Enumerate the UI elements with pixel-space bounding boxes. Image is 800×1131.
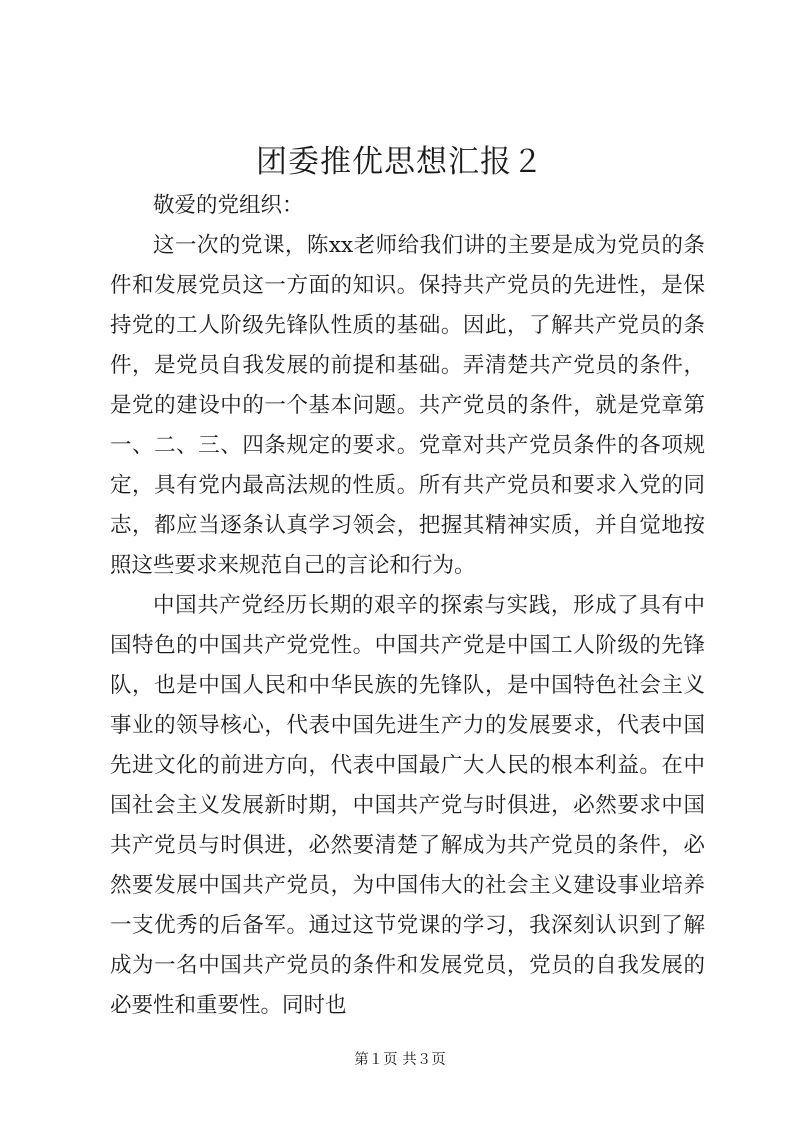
document-title: 团委推优思想汇报２	[256, 144, 544, 180]
document-body	[110, 186, 705, 1026]
paragraph: 中国共产党经历长期的艰辛的探索与实践，形成了具有中国特色的中国共产党党性。中国共产党是中国工人阶级的先锋队，也是中国人民和中华民族的先锋队，是中国特色社会主义事业的领导核心，代表中国先进生产力的发展要求，代表中国先进文化的前进方向，代表中国最广大人民的根本利益。在中国社会主义发展新时期，中国共产党与时俱进，必然要求中国共产党员与时俱进，必然要清楚了解成为共产党员的条件，必然要发展中国共产党员，为中国伟大的社会主义建设事业培养一支优秀的后备军。通过这节党课的学习，我深刻认识到了解成为一名中国共产党员的条件和发展党员，党员的自我发展的必要性和重要性。同时也	[110, 593, 705, 1018]
page-number-footer: 第１页 共３页	[354, 1052, 446, 1068]
salutation: 敬爱的党组织：	[153, 193, 304, 218]
paragraph: 这一次的党课，陈xx老师给我们讲的主要是成为党员的条件和发展党员这一方面的知识。保持共产党员的先进性，是保持党的工人阶级先锋队性质的基础。因此，了解共产党员的条件，是党员自我发展的前提和基础。弄清楚共产党员的条件，是党的建设中的一个基本问题。共产党员的条件，就是党章第一、二、三、四条规定的要求。党章对共产党员条件的各项规定，具有党内最高法规的性质。所有共产党员和要求入党的同志，都应当逐条认真学习领会，把握其精神实质，并自觉地按照这些要求来规范自己的言论和行为。	[110, 233, 705, 578]
